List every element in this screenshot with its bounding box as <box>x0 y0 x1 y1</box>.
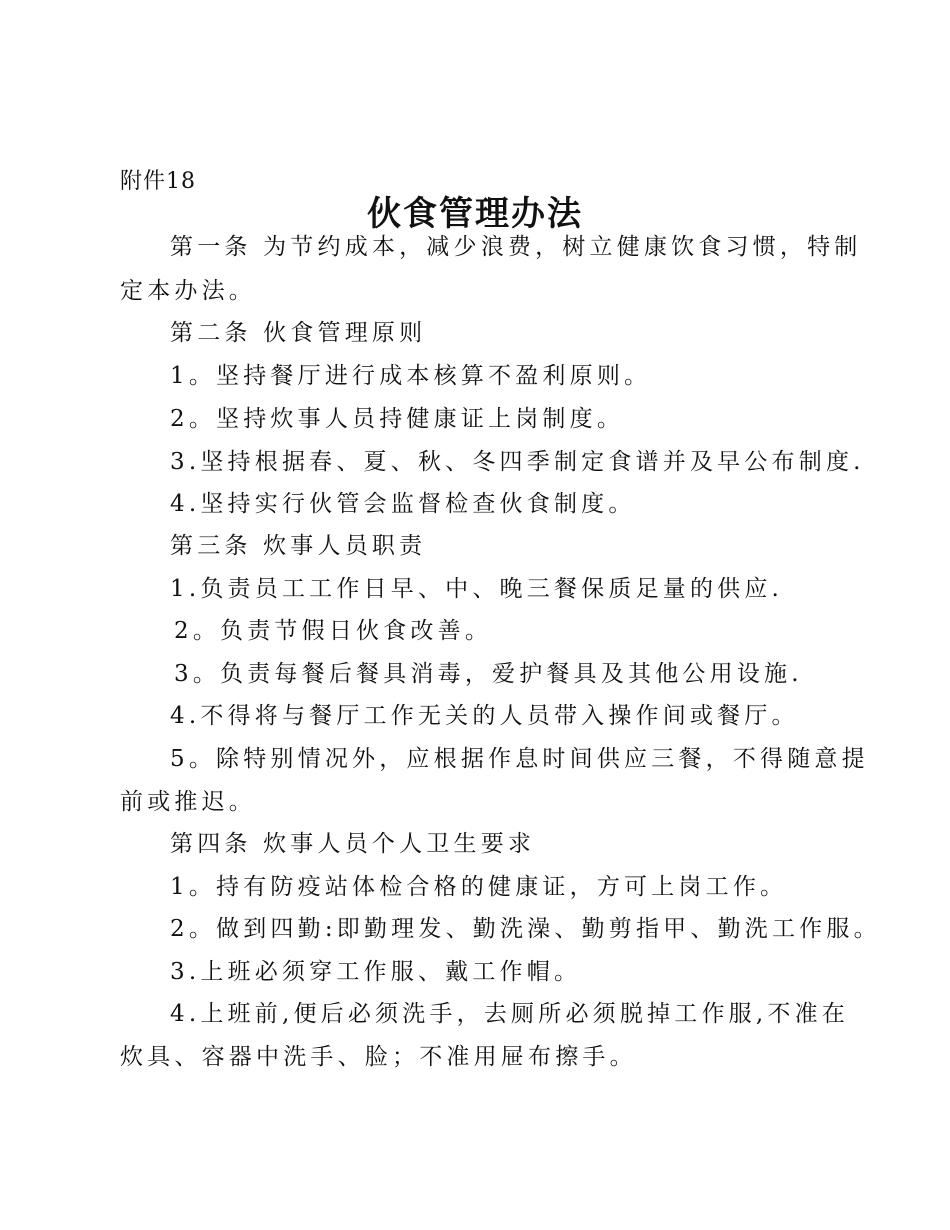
list-item: 3。负责每餐后餐具消毒，爱护餐具及其他公用设施. <box>174 661 803 687</box>
section-heading: 第四条 炊事人员个人卫生要求 <box>170 831 536 857</box>
list-item: 3.坚持根据春、夏、秋、冬四季制定食谱并及早公布制度. <box>170 449 865 475</box>
list-item: 1。持有防疫站体检合格的健康证，方可上岗工作。 <box>170 874 788 900</box>
list-item: 4.不得将与餐厅工作无关的人员带入操作间或餐厅。 <box>170 703 799 729</box>
list-item: 2。做到四勤:即勤理发、勤洗澡、勤剪指甲、勤洗工作服。 <box>170 916 881 942</box>
list-item: 1。坚持餐厅进行成本核算不盈利原则。 <box>170 363 652 389</box>
list-item: 4.上班前,便后必须洗手，去厕所必须脱掉工作服,不准在 <box>170 1001 849 1027</box>
document-title: 伙食管理办法 <box>367 194 583 234</box>
section-heading: 第二条 伙食管理原则 <box>170 320 427 346</box>
list-item: 3.上班必须穿工作服、戴工作帽。 <box>170 959 582 985</box>
list-item: 2。坚持炊事人员持健康证上岗制度。 <box>170 406 625 432</box>
section-heading: 第三条 炊事人员职责 <box>170 533 427 559</box>
list-item: 1.负责员工工作日早、中、晚三餐保质足量的供应. <box>170 576 784 602</box>
paragraph-line: 定本办法。 <box>120 278 256 304</box>
list-item: 2。负责节假日伙食改善。 <box>174 618 493 644</box>
paragraph-line: 第一条 为节约成本，减少浪费，树立健康饮食习惯，特制 <box>170 234 862 260</box>
attachment-label: 附件18 <box>120 169 196 194</box>
list-item: 4.坚持实行伙管会监督检查伙食制度。 <box>170 491 636 517</box>
paragraph-line: 前或推迟。 <box>120 789 256 815</box>
paragraph-line: 炊具、容器中洗手、脸；不准用屉布擦手。 <box>120 1044 637 1070</box>
list-item: 5。除特别情况外，应根据作息时间供应三餐，不得随意提 <box>170 746 869 772</box>
